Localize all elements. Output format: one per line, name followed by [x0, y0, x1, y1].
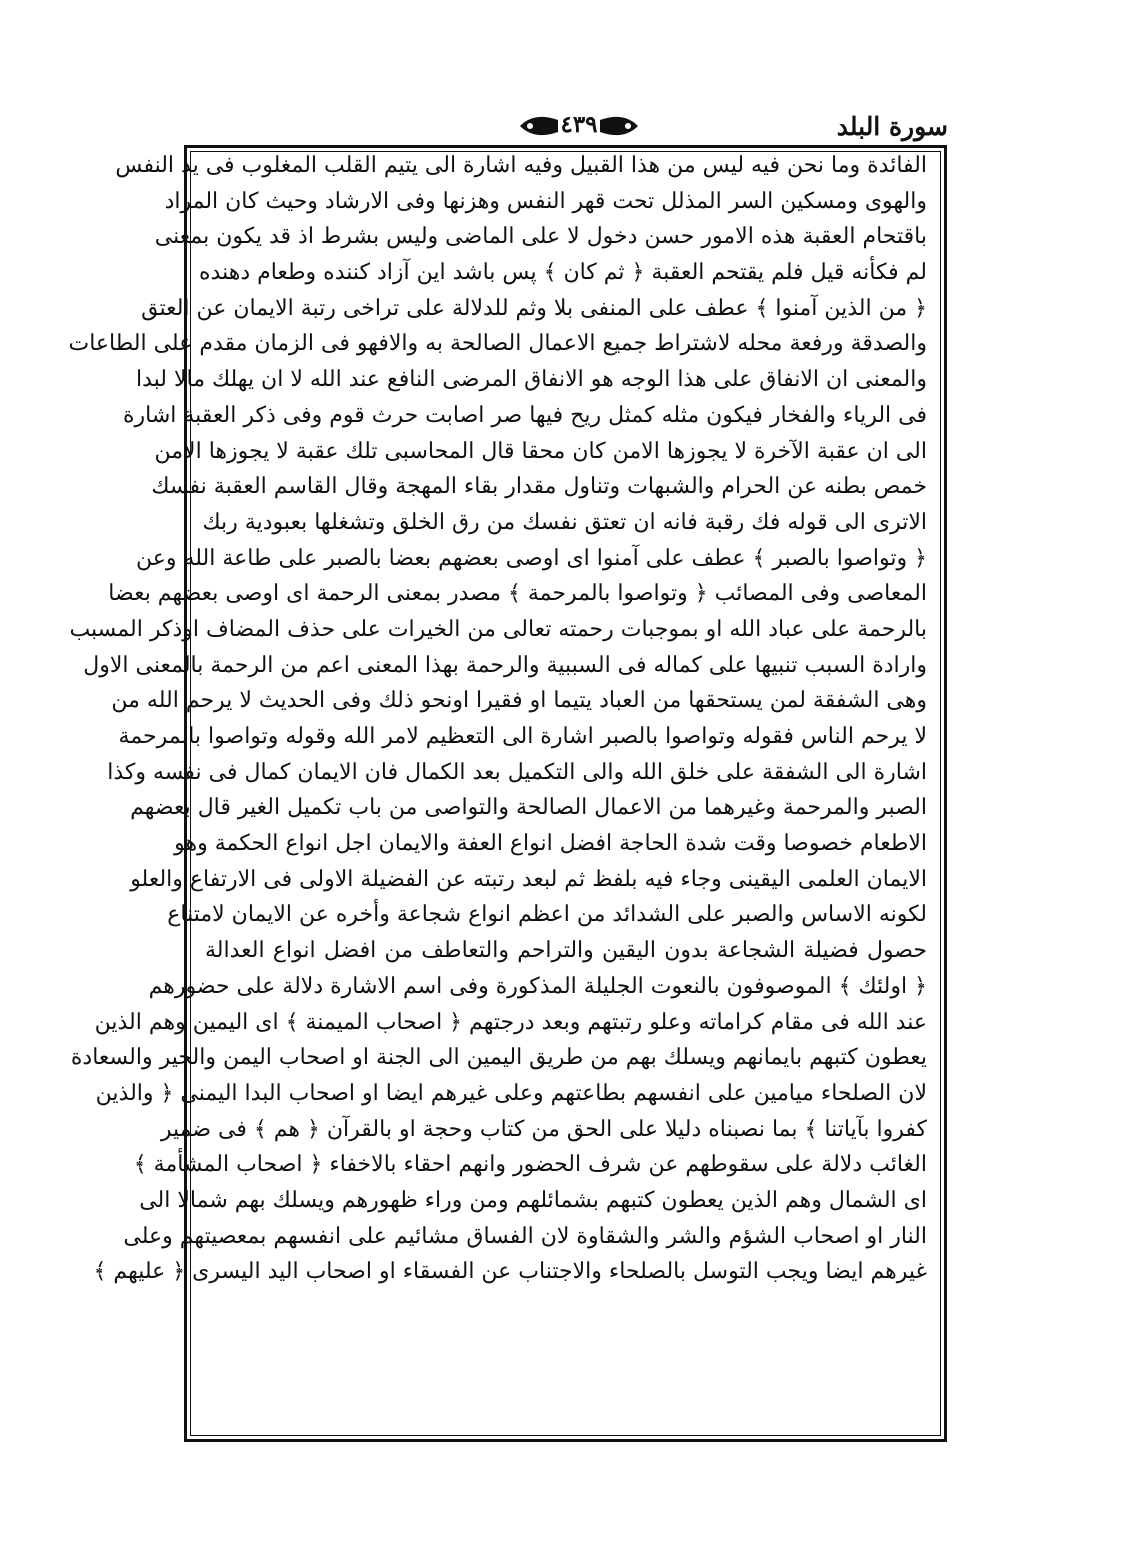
text-line: خمص بطنه عن الحرام والشبهات وتناول مقدار بقاء المهجة وقال القاسم العقبة نفسك: [151, 474, 927, 500]
text-line: حصول فضيلة الشجاعة بدون اليقين والتراحم والتعاطف من افضل انواع العدالة: [205, 938, 927, 964]
text-line: الاطعام خصوصا وقت شدة الحاجة افضل انواع العفة والايمان اجل انواع الحكمة وهو: [174, 831, 927, 857]
text-line: [205, 1326, 927, 1362]
text-line: [205, 1290, 927, 1326]
text-line: الغائب دلالة على سقوطهم عن شرف الحضور وانهم احقاء بالاخفاء ﴿ اصحاب المشأمة ﴾: [133, 1152, 927, 1178]
text-line: الايمان العلمى اليقينى وجاء فيه بلفظ ثم لبعد رتبته عن الفضيلة الاولى فى الارتفاع والعلو: [130, 866, 927, 892]
page-header: [180, 108, 948, 148]
text-line: ﴿ من الذين آمنوا ﴾ عطف على المنفى بلا وثم للدلالة على تراخى رتبة الايمان عن العتق: [141, 295, 927, 321]
text-line: ﴿ وتواصوا بالصبر ﴾ عطف على آمنوا اى اوصى بعضهم بعضا بالصبر على طاعة الله وعن: [135, 545, 927, 571]
text-line: لكونه الاساس والصبر على الشدائد من اعظم انواع شجاعة وأخره عن الايمان لامتناع: [167, 902, 927, 928]
text-line: ﴿ اولئك ﴾ الموصوفون بالنعوت الجليلة المذكورة وفى اسم الاشارة دلالة على حضورهم: [148, 973, 927, 999]
text-line: يعطون كتبهم بايمانهم ويسلك بهم من طريق اليمين الى الجنة او اصحاب اليمن والخير والسعادة: [70, 1045, 927, 1071]
main-text: [68, 148, 927, 1397]
text-line: كفروا بآياتنا ﴾ بما نصبناه دليلا على الحق من كتاب وحجة او بالقرآن ﴿ هم ﴾ فى ضمير: [160, 1116, 927, 1142]
text-line: الاترى الى قوله فك رقبة فانه ان تعتق نفسك من رق الخلق وتشغلها بعبودية ربك: [202, 509, 927, 535]
text-line: غيرهم ايضا ويجب التوسل بالصلحاء والاجتناب عن الفسقاء او اصحاب اليد اليسرى ﴿ عليهم ﴾: [93, 1259, 927, 1285]
text-line: والمعنى ان الانفاق على هذا الوجه هو الانفاق المرضى النافع عند الله لا ان يهلك مالا لبدا: [135, 367, 927, 393]
text-line: بالرحمة على عباد الله او بموجبات رحمته تعالى من الخيرات على حذف المضاف اوذكر المسبب: [69, 616, 927, 642]
text-line: فى الرياء والفخار فيكون مثله كمثل ريح فيها صر اصابت حرث قوم وفى ذكر العقبة اشارة: [122, 402, 927, 428]
text-line: الصبر والمرحمة وغيرهما من الاعمال الصالحة والتواصى من باب تكميل الغير قال بعضهم: [130, 795, 927, 821]
text-line: [205, 1361, 927, 1397]
text-line: والهوى ومسكين السر المذلل تحت قهر النفس وهزنها وفى الارشاد وحيث كان المراد: [164, 188, 927, 214]
text-line: اى الشمال وهم الذين يعطون كتبهم بشمائلهم ومن وراء ظهورهم ويسلك بهم شمالا الى: [139, 1187, 927, 1213]
sura-name: سورة البلد: [836, 112, 948, 141]
text-line: والصدقة ورفعة محله لاشتراط جميع الاعمال الصالحة به والافهو فى الزمان مقدم على الطاعات: [68, 331, 927, 357]
text-line: اشارة الى الشفقة على خلق الله والى التكميل بعد الكمال فان الايمان كمال فى نفسه وكذا: [107, 759, 927, 785]
text-line: النار او اصحاب الشؤم والشر والشقاوة لان الفساق مشائيم على انفسهم بمعصيتهم وعلى: [123, 1223, 927, 1249]
text-line: الفائدة وما نحن فيه ليس من هذا القبيل وفيه اشارة الى يتيم القلب المغلوب فى يد النفس: [115, 153, 927, 178]
text-line: باقتحام العقبة هذه الامور حسن دخول لا على الماضى وليس بشرط اذ قد يكون بمعنى: [154, 224, 927, 250]
text-line: المعاصى وفى المصائب ﴿ وتواصوا بالمرحمة ﴾ مصدر بمعنى الرحمة اى اوصى بعضهم بعضا: [108, 581, 927, 607]
text-line: وارادة السبب تنبيها على كماله فى السببية والرحمة بهذا المعنى اعم من الرحمة بالمعنى الاول: [83, 652, 927, 678]
text-line: عند الله فى مقام كراماته وعلو رتبتهم وبعد درجتهم ﴿ اصحاب الميمنة ﴾ اى اليمين وهم الذين: [94, 1009, 927, 1035]
text-line: الى ان عقبة الآخرة لا يجوزها الامن كان محقا قال المحاسبى تلك عقبة لا يجوزها الامن: [154, 438, 927, 464]
text-line: لان الصلحاء ميامين على انفسهم بطاعتهم وعلى غيرهم ايضا او اصحاب البدا اليمنى ﴿ والذين: [95, 1080, 927, 1106]
page-number-ornament: [518, 110, 640, 142]
text-line: لم فكأنه قيل فلم يقتحم العقبة ﴿ ثم كان ﴾ پس باشد اين آزاد كننده وطعام دهنده: [199, 260, 927, 286]
page-number: ٤٣٩: [560, 111, 598, 138]
text-line: لا يرحم الناس فقوله وتواصوا بالصبر اشارة الى التعظيم لامر الله وقوله وتواصوا بالمرحمة: [118, 724, 927, 749]
text-line: وهى الشفقة لمن يستحقها من العباد يتيما او فقيرا اونحو ذلك وفى الحديث لا يرحم الله من: [111, 688, 927, 714]
